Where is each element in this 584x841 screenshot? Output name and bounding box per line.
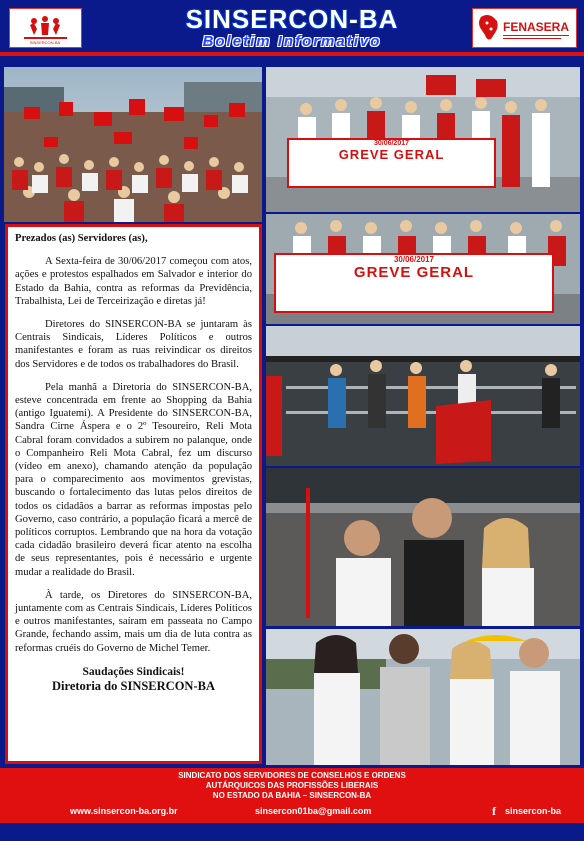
directors-group-photo <box>266 468 580 626</box>
signoff-greeting: Saudações Sindicais! <box>82 665 185 678</box>
footer-organization <box>150 771 434 801</box>
letter-paragraph: Pela manhã a Diretoria do SINSERCON-BA, esteve concentrada em frente ao Shopping da Bahia (antigo Iguatemi). A Presidente do SINSERCON-BA, Sandra Cirne Áspera e o 2º Tesoureiro, Reli Mota Cabral foram convidados a subirem no palanque, onde o Companheiro Reli Mota Cabral, fez um discurso (vídeo em anexo), chamando atenção da população para o comparecimento aos movimentos grevistas, buscando o fortalecimento das lutas pelos direitos de todos os cidadãos a barrar as reformas impostas pelo Governo, caso contrário, a população ficará a mercê de políticos corruptos. Lembrando que na hora da votação cada cidadão brasileiro deverá ficar atento na escolha de seus representantes, pois é necessário e urgente mudar a realidade do Brasil. <box>15 381 252 578</box>
banner-date: 30/06/2017 <box>393 255 435 264</box>
facebook-icon: f <box>492 804 496 818</box>
facebook-link[interactable]: sinsercon-ba <box>505 806 562 816</box>
letter-greeting: Prezados (as) Servidores (as), <box>15 233 148 244</box>
signoff-signature: Diretoria do SINSERCON-BA <box>52 678 215 693</box>
page-subtitle: Boletim Informativo <box>202 33 382 50</box>
sinsercon-logo <box>9 8 82 48</box>
greve-geral-banner-1 <box>287 138 496 188</box>
footer-org-line: SINDICATO DOS SERVIDORES DE CONSELHOS E ORDENS <box>178 771 406 780</box>
website-link[interactable]: www.sinsercon-ba.org.br <box>70 806 178 816</box>
letter-paragraph: Diretores do SINSERCON-BA se juntaram às Centrais Sindicais, Líderes Políticos e outros manifestantes e foram as ruas reivindicar os direitos dos Servidores e de todos os trabalhadores do Brasil. <box>15 319 252 370</box>
page-title: SINSERCON-BA <box>185 4 399 34</box>
footer-org-line: NO ESTADO DA BAHIA – SINSERCON-BA <box>212 791 372 800</box>
letter-paragraph: À tarde, os Diretores do SINSERCON-BA, juntamente com as Centrais Sindicais, Líderes Políticos e outros manifestantes, saíram em passeata no Campo Grande, fechando assim, mais um dia de luta contra as reformas cruéis do Governo de Michel Temer. <box>15 589 252 654</box>
svg-text:SINSERCON-BA: SINSERCON-BA <box>29 40 61 45</box>
letter-signoff <box>15 665 252 693</box>
letter-paragraph: A Sexta-feira de 30/06/2017 começou com atos, ações e protestos espalhados em Salvador e interior do Estado da Bahia, contra as reformas da Previdência, Trabalhista, Lei de Terceirização e diretas já! <box>15 256 252 307</box>
sound-truck-stage-photo <box>266 326 580 466</box>
footer-bottom-bar <box>0 823 584 841</box>
crowd-protest-photo <box>4 67 262 222</box>
banner-title: GREVE GERAL <box>338 147 445 162</box>
bulletin-letter <box>5 224 262 764</box>
fenasera-logo-text: FENASERA <box>503 20 570 34</box>
header-divider <box>0 52 584 56</box>
greve-geral-banner-2 <box>274 253 554 313</box>
banner-date: 30/06/2017 <box>373 140 410 147</box>
banner-title: GREVE GERAL <box>353 264 475 281</box>
fenasera-logo <box>472 8 577 48</box>
email-link[interactable]: sinsercon01ba@gmail.com <box>255 806 372 816</box>
footer-org-line: AUTÁRQUICOS DAS PROFISSÕES LIBERAIS <box>205 781 379 790</box>
directors-four-photo <box>266 629 580 765</box>
